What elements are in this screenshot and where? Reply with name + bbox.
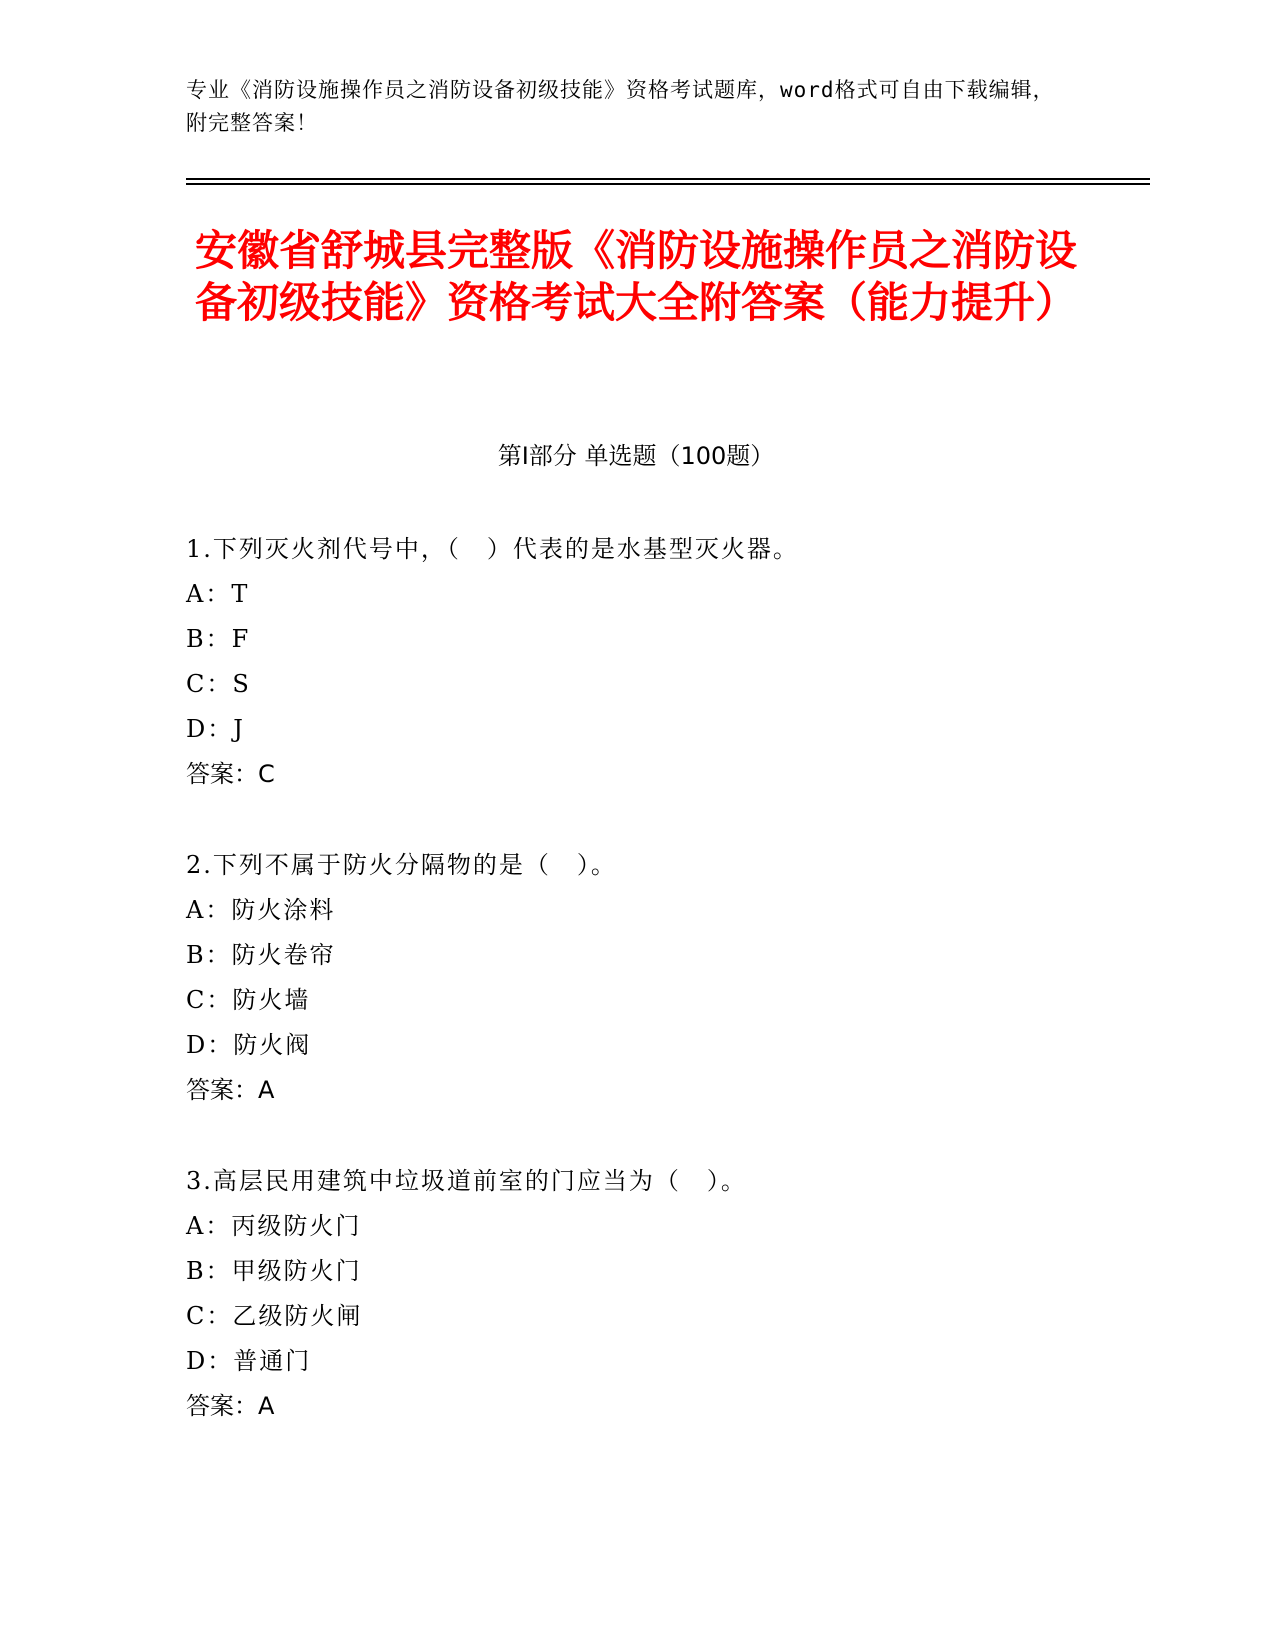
question-stem: 2.下列不属于防火分隔物的是（ ）。: [186, 851, 617, 879]
option-a: A：T: [186, 580, 250, 608]
option-a: A：丙级防火门: [186, 1212, 362, 1240]
option-d: D：防火阀: [186, 1031, 312, 1059]
question-3: [186, 1159, 1146, 1429]
option-c: C：乙级防火闸: [186, 1302, 363, 1330]
question-stem: 1.下列灭火剂代号中，（ ）代表的是水基型灭火器。: [186, 535, 799, 563]
question-list: [186, 527, 1146, 1475]
question-2: [186, 843, 1146, 1113]
header-divider-bottom: [186, 183, 1150, 185]
header-note: 专业《消防设施操作员之消防设备初级技能》资格考试题库，word格式可自由下载编辑，附完整答案！: [186, 78, 1055, 135]
option-d: D：J: [186, 715, 245, 743]
option-b: B：防火卷帘: [186, 941, 336, 969]
answer-line: 答案：A: [186, 1076, 275, 1104]
option-c: C：防火墙: [186, 986, 311, 1014]
question-1: [186, 527, 1146, 797]
option-d: D：普通门: [186, 1347, 312, 1375]
option-b: B：F: [186, 625, 251, 653]
header-divider-top: [186, 178, 1150, 180]
option-a: A：防火涂料: [186, 896, 336, 924]
option-b: B：甲级防火门: [186, 1257, 362, 1285]
section-title: 第Ⅰ部分 单选题（100题）: [497, 442, 775, 470]
answer-line: 答案：A: [186, 1392, 275, 1420]
option-c: C：S: [186, 670, 251, 698]
question-stem: 3.高层民用建筑中垃圾道前室的门应当为（ ）。: [186, 1167, 747, 1195]
answer-line: 答案：C: [186, 760, 275, 788]
document-title: 安徽省舒城县完整版《消防设施操作员之消防设备初级技能》资格考试大全附答案（能力提升）: [194, 226, 1077, 327]
